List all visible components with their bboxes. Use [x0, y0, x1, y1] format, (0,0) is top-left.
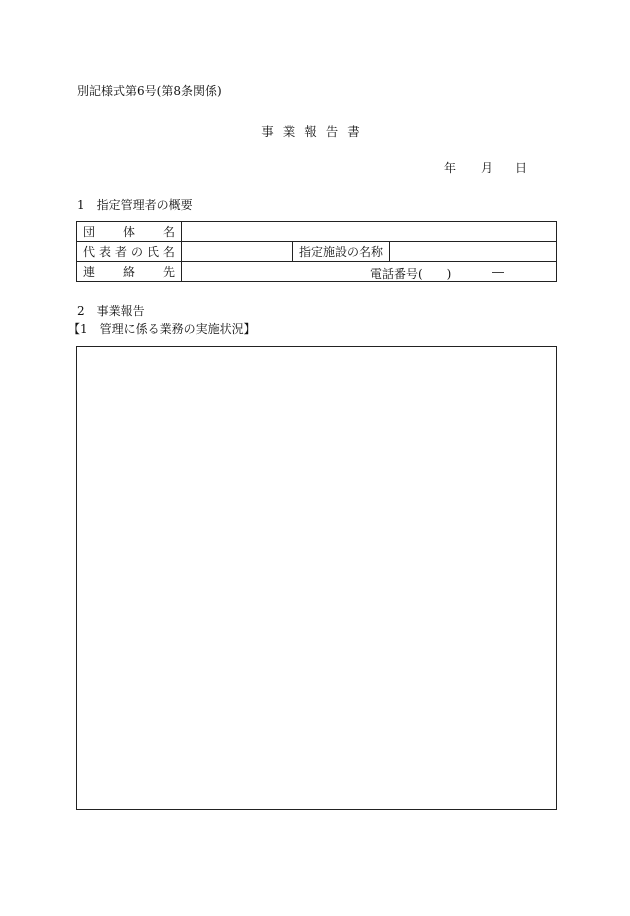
- organization-table: [76, 221, 557, 282]
- table-row: [77, 242, 557, 262]
- date-day: 日: [515, 161, 528, 175]
- label-char: 名: [162, 245, 175, 259]
- facility-name-field[interactable]: [390, 242, 557, 262]
- facility-name-label-text: 指定施設の名称: [299, 245, 384, 259]
- section2-subheading: 【1 管理に係る業務の実施状況】: [68, 322, 256, 336]
- report-content-box[interactable]: [76, 346, 557, 810]
- label-char: 絡: [122, 265, 135, 279]
- section1-heading: 1 指定管理者の概要: [77, 198, 193, 212]
- section2-heading: 2 事業報告: [77, 304, 145, 318]
- label-char: の: [130, 245, 143, 259]
- label-char: 先: [162, 265, 175, 279]
- org-name-field[interactable]: [182, 222, 557, 242]
- date-year: 年: [444, 161, 457, 175]
- form-number: 別記様式第6号(第8条関係): [77, 84, 222, 98]
- document-title: [0, 122, 630, 140]
- label-char: 表: [98, 245, 111, 259]
- table-row: [77, 262, 557, 282]
- contact-label: [77, 262, 182, 282]
- rep-name-label: [77, 242, 182, 262]
- phone-label: 電話番号( ): [370, 267, 452, 281]
- rep-name-field[interactable]: [182, 242, 293, 262]
- phone-dash: ―: [492, 265, 504, 279]
- label-char: 連: [83, 265, 96, 279]
- date-month: 月: [481, 161, 494, 175]
- facility-name-label: [293, 242, 390, 262]
- label-char: 団: [83, 225, 96, 239]
- title-char: 書: [347, 124, 369, 139]
- title-char: 報: [304, 124, 326, 139]
- title-char: 業: [282, 124, 305, 139]
- label-char: 者: [114, 245, 127, 259]
- title-char: 事: [261, 124, 283, 139]
- label-char: 氏: [146, 245, 159, 259]
- table-row: [77, 222, 557, 242]
- label-char: 体: [122, 225, 135, 239]
- title-char: 告: [325, 124, 348, 139]
- contact-field[interactable]: [182, 262, 557, 282]
- label-char: 名: [162, 225, 175, 239]
- label-char: 代: [83, 245, 96, 259]
- org-name-label: [77, 222, 182, 242]
